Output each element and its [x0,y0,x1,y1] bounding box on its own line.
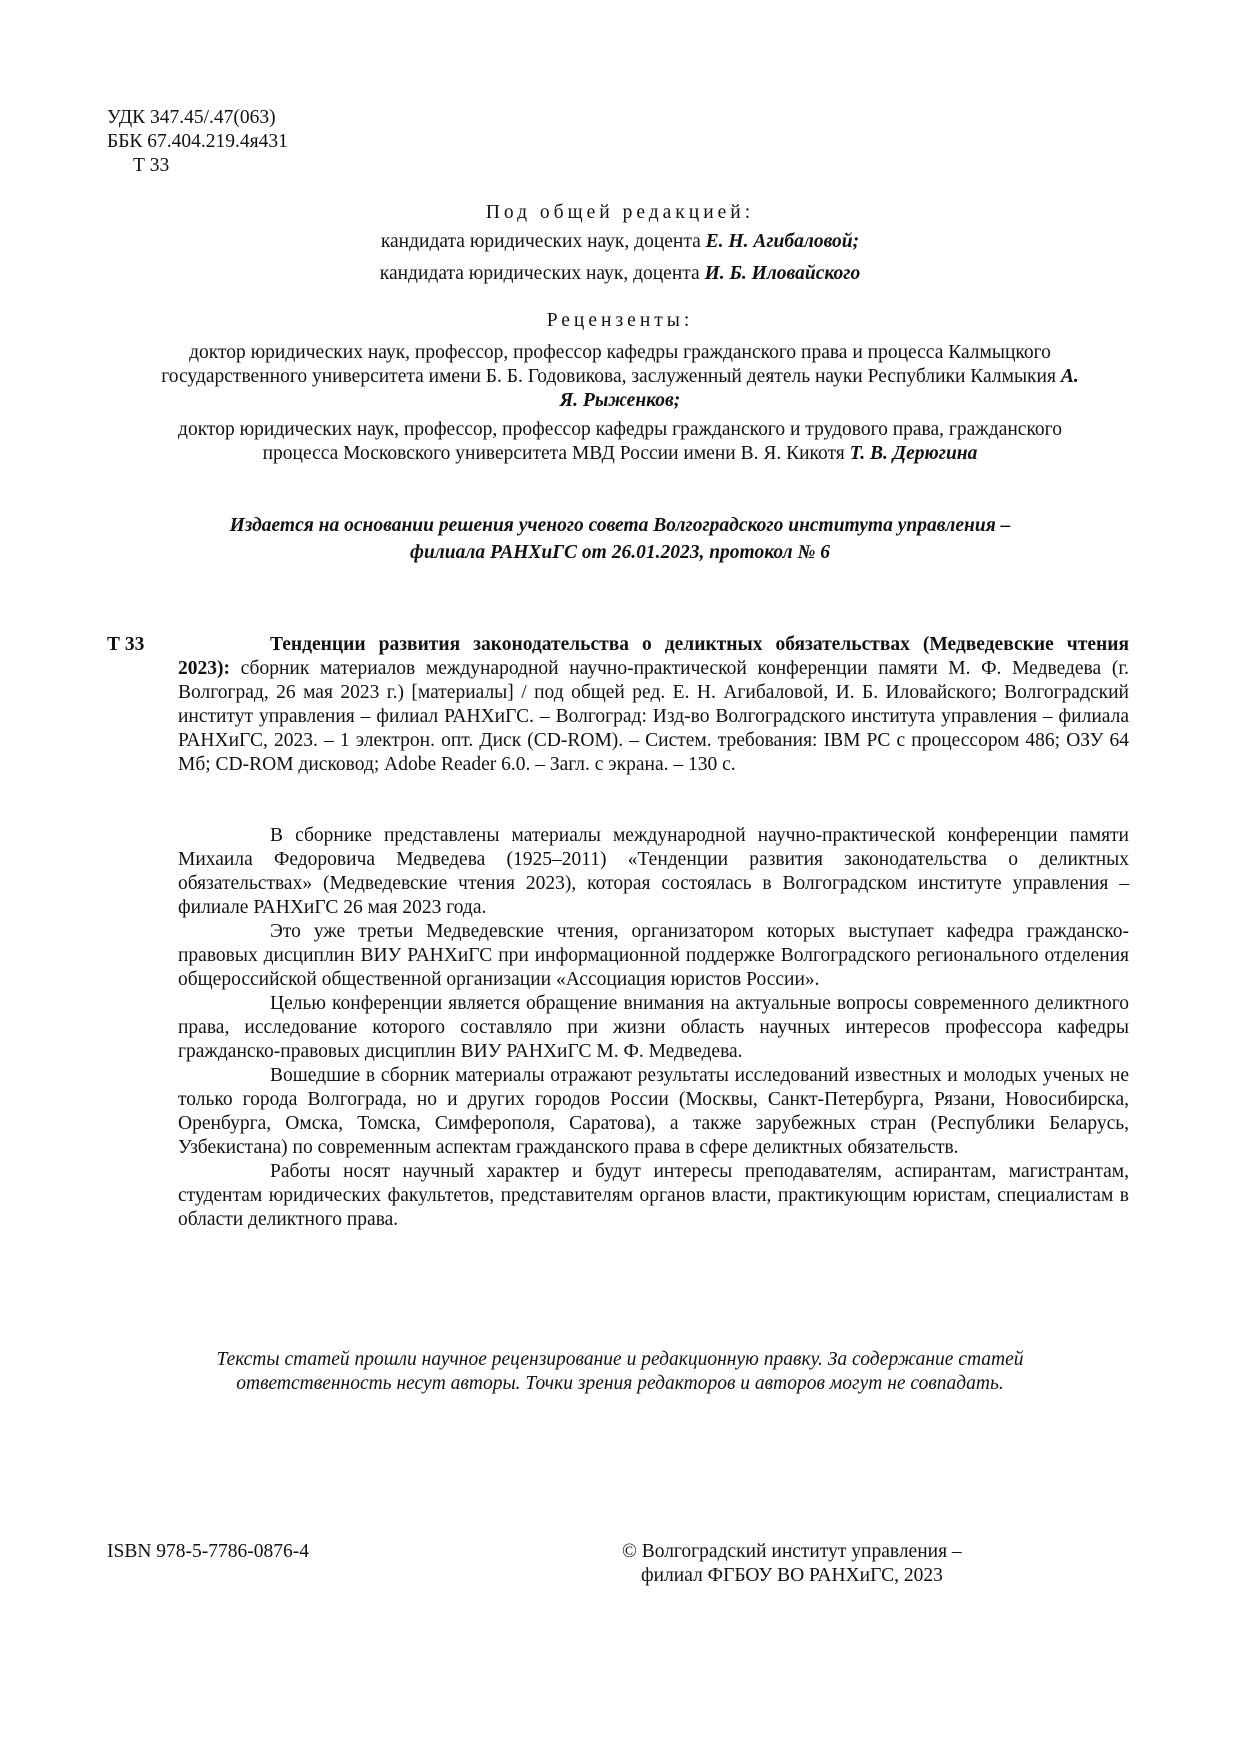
udk-code: УДК 347.45/.47(063) [107,107,276,128]
reviewer-2-name: Т. В. Дерюгина [849,443,978,464]
isbn: ISBN 978-5-7786-0876-4 [107,1541,310,1562]
abstract-paragraph: Работы носят научный характер и будут интересы преподавателям, аспирантам, магистрантам, студентам юридических факультетов, представителям органов власти, практикующим юристам, специалистам в области деликтного права. [178,1161,1129,1230]
copyright-line-2: филиал ФГБОУ ВО РАНХиГС, 2023 [641,1565,943,1586]
disclaimer-line-1: Тексты статей прошли научное рецензирование и редакционную правку. За содержание статей [216,1349,1024,1370]
reviewer-1 [150,341,1090,413]
editor-2-name: И. Б. Иловайского [704,263,861,284]
bibliographic-mark: Т 33 [107,634,145,655]
reviewer-1-name: А. Я. Рыженков; [559,366,1079,411]
editors-heading: Под общей редакцией: [485,202,755,223]
bbk-code: ББК 67.404.219.4я431 [107,131,288,152]
publication-basis [150,512,1090,566]
abstract-paragraph: Вошедшие в сборник материалы отражают результаты исследований известных и молодых ученых не только города Волгограда, но и других городов России (Москвы, Санкт-Петербурга, Рязани, Новосибирска, Оренбурга, Омска, Томска, Симферополя, Саратова), а также зарубежных стран (Республики Беларусь, Узбекистана) по современным аспектам гражданского права в сфере деликтных обязательств. [178,1065,1129,1158]
reviewer-2-title: доктор юридических наук, профессор, профессор кафедры гражданского и трудового права, гражданского процесса Московского университета МВД России имени В. Я. Кикотя [178,419,1062,464]
publication-basis-line-1: Издается на основании решения ученого совета Волгоградского института управления – [229,515,1011,536]
editor-line-2 [150,262,1090,286]
abstract-paragraph: В сборнике представлены материалы международной научно-практической конференции памяти Михаила Федоровича Медведева (1925–2011) «Тенденции развития законодательства о деликтных обязательствах» (Медведевские чтения 2023), которая состоялась в Волгоградском институте управления – филиале РАНХиГС 26 мая 2023 года. [178,825,1129,918]
disclaimer [150,1348,1090,1396]
editor-1-title: кандидата юридических наук, доцента [380,231,706,252]
editor-2-title: кандидата юридических наук, доцента [379,263,705,284]
copyright-line-1: © Волгоградский институт управления – [622,1541,962,1562]
classification-codes [107,106,288,178]
publication-basis-line-2: филиала РАНХиГС от 26.01.2023, протокол № 6 [410,542,830,563]
disclaimer-line-2: ответственность несут авторы. Точки зрения редакторов и авторов могут не совпадать. [236,1373,1004,1394]
abstract-paragraph: Это уже третьи Медведевские чтения, организатором которых выступает кафедра гражданско-правовых дисциплин ВИУ РАНХиГС при информационной поддержке Волгоградского регионального отделения общероссийской общественной организации «Ассоциация юристов России». [178,921,1129,990]
bibliographic-record [178,633,1129,777]
book-title: Тенденции развития законодательства о деликтных обязательствах (Медведевские чтения 2023): [178,634,1129,679]
reviewers-heading: Рецензенты: [546,310,694,331]
abstract [178,824,1129,1232]
author-mark: Т 33 [133,155,170,176]
bibliographic-details: сборник материалов международной научно-практической конференции памяти М. Ф. Медведева (г. Волгоград, 26 мая 2023 г.) [материалы] / под общей ред. Е. Н. Агибаловой, И. Б. Иловайского; Волгоградский институт управления – филиал РАНХиГС. – Волгоград: Изд-во Волгоградского института управления – филиала РАНХиГС, 2023. – 1 электрон. опт. Диск (CD-ROM). – Систем. требования: IBM PC с процессором 486; ОЗУ 64 Мб; CD-ROM дисковод; Adobe Reader 6.0. – Загл. с экрана. – 130 с. [178,658,1129,775]
editor-1-name: Е. Н. Агибаловой; [705,231,860,252]
copyright [622,1540,982,1588]
abstract-paragraph: Целью конференции является обращение внимания на актуальные вопросы современного деликтного права, исследование которого составляло при жизни область научных интересов профессора кафедры гражданско-правовых дисциплин ВИУ РАНХиГС М. Ф. Медведева. [178,993,1129,1062]
reviewer-1-title: доктор юридических наук, профессор, профессор кафедры гражданского права и процесса Калмыцкого государственного университета имени Б. Б. Годовикова, заслуженный деятель науки Республики Калмыкия [161,342,1061,387]
reviewer-2 [150,418,1090,466]
editor-line-1 [150,230,1090,254]
